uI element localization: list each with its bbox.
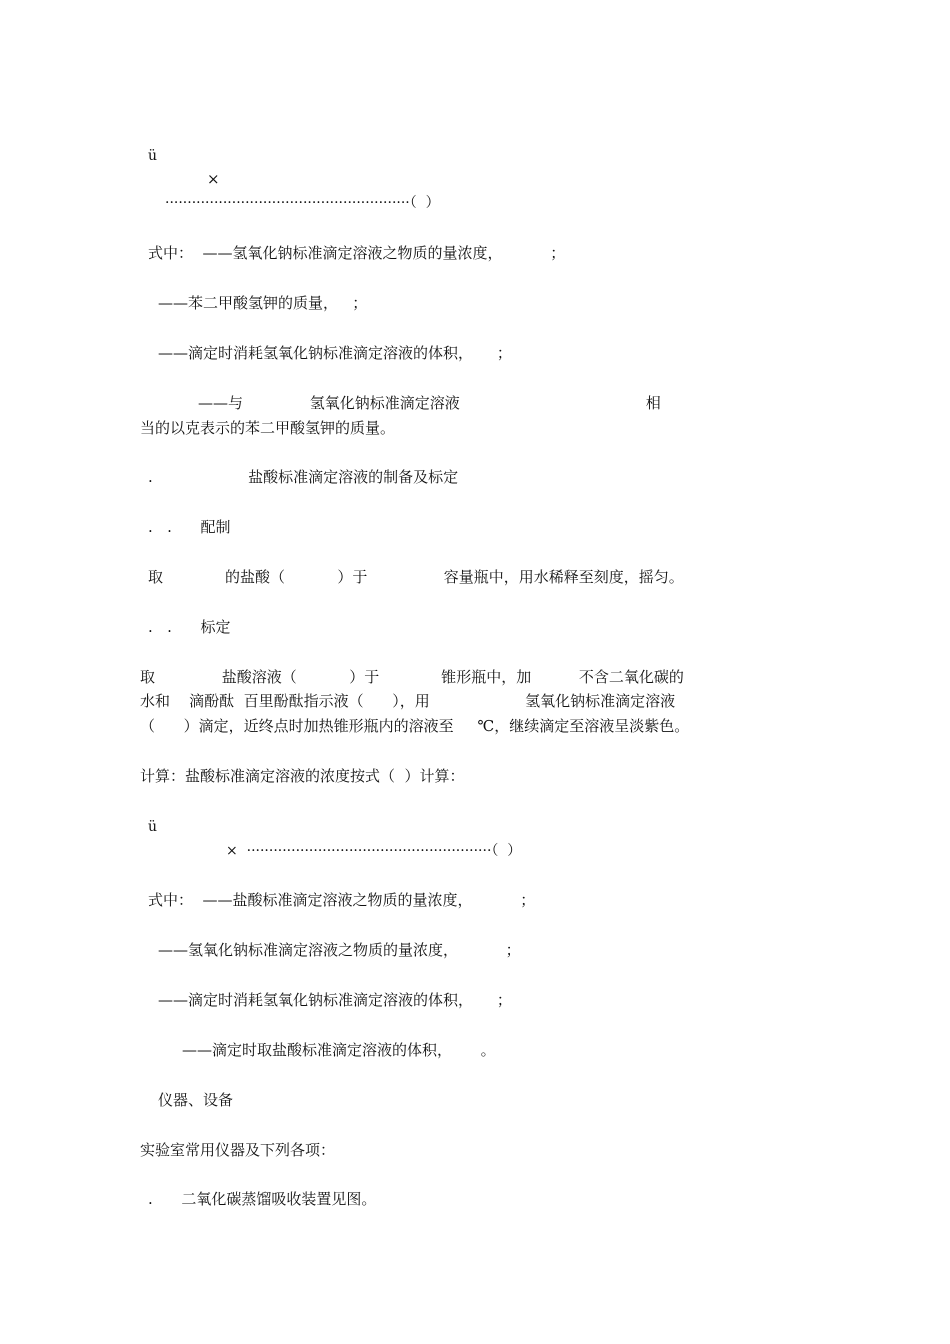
where2-line1: 式中： ——盐酸标准滴定溶液之物质的量浓度， ； — [148, 891, 536, 909]
where1-line3: ——滴定时消耗氢氧化钠标准滴定溶液的体积， ； — [158, 344, 512, 362]
formula1-equation-number: ·······················································（ ） — [165, 195, 440, 211]
formula2-equation-number: × ·······················································（ ） — [226, 843, 522, 859]
where1-line2: ——苯二甲酸氢钾的质量， ； — [158, 294, 368, 312]
subsection-calibration: . . 标定 — [148, 618, 231, 636]
formula2-symbol: ü — [148, 819, 158, 835]
formula1-symbol: ü — [148, 148, 158, 164]
equipment-heading: 仪器、设备 — [158, 1091, 234, 1109]
where1-line5: 当的以克表示的苯二甲酸氢钾的质量。 — [140, 419, 396, 437]
where2-line3: ——滴定时消耗氢氧化钠标准滴定溶液的体积， ； — [158, 991, 512, 1009]
calibration-line2: 水和 滴酚酞 百里酚酞指示液（ ），用 氢氧化钠标准滴定溶液 — [140, 692, 676, 710]
formula1-times: × — [207, 170, 220, 188]
subsection-preparation: . . 配制 — [148, 518, 231, 536]
equipment-item1: . 二氧化碳蒸馏吸收装置见图。 — [148, 1190, 377, 1208]
section-heading-hcl: . 盐酸标准滴定溶液的制备及标定 — [148, 468, 459, 486]
calibration-line3: （ ）滴定，近终点时加热锥形瓶内的溶液至 ℃，继续滴定至溶液呈淡紫色。 — [140, 717, 690, 735]
where1-line1: 式中： ——氢氧化钠标准滴定溶液之物质的量浓度， ； — [148, 244, 566, 262]
preparation-text: 取 的盐酸（ ）于 容量瓶中，用水稀释至刻度，摇匀。 — [148, 568, 684, 586]
where2-line2: ——氢氧化钠标准滴定溶液之物质的量浓度， ； — [158, 941, 521, 959]
calibration-line1: 取 盐酸溶液（ ）于 锥形瓶中，加 不含二氧化碳的 — [140, 668, 684, 686]
where1-line4: ——与 氢氧化钠标准滴定溶液 相 — [198, 394, 661, 412]
where2-line4: ——滴定时取盐酸标准滴定溶液的体积， 。 — [182, 1041, 496, 1059]
calculation-intro: 计算：盐酸标准滴定溶液的浓度按式（ ）计算： — [140, 767, 465, 785]
equipment-intro: 实验室常用仪器及下列各项： — [140, 1141, 336, 1159]
